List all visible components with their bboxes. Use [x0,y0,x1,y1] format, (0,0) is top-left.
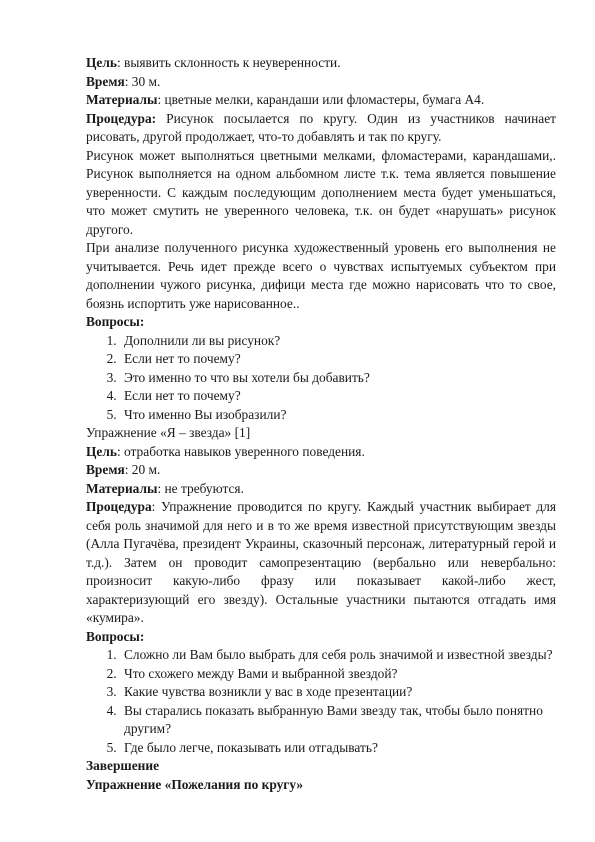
questions-heading-1: Вопросы: [86,314,145,329]
list-item: 1. Дополнили ли вы рисунок? [120,332,556,351]
list-item: 4. Если нет то почему? [120,387,556,406]
time-text: : 20 м. [124,462,161,477]
goal-text: : отработка навыков уверенного поведения. [116,443,365,459]
list-item: 4. Вы старались показать выбранную Вами звезду так, чтобы было понятно другим? [120,702,556,739]
list-item: 2. Что схожего между Вами и выбранной звездой? [120,665,556,684]
time-label: Время [86,462,125,477]
goal-label: Цель [86,55,117,70]
time-line-1 [86,73,556,92]
procedure-text: Рисунок посылается по кругу. Один из участников начинает рисовать, другой продолжает, что-то добавлять и так по кругу. [86,110,556,144]
list-item: 5. Что именно Вы изобразили? [120,406,556,425]
list-item: 1. Сложно ли Вам было выбрать для себя роль значимой и известной звезды? [120,646,556,665]
procedure-label: Процедура: [86,110,157,126]
materials-text: : не требуются. [157,480,244,496]
questions-heading-2: Вопросы: [86,628,145,644]
procedure-para-2 [86,498,556,628]
list-item: 3. Какие чувства возникли у вас в ходе презентации? [120,683,556,702]
materials-label: Материалы [86,480,158,496]
list-item: 5. Где было легче, показывать или отгадывать? [120,739,556,758]
questions-list-1 [86,332,556,425]
materials-text: : цветные мелки, карандаши или фломастеры, бумага А4. [157,92,485,107]
time-line-2 [86,461,556,480]
materials-line-2 [86,480,556,499]
materials-line-1 [86,91,556,110]
closing-exercise: Упражнение «Пожелания по кругу» [86,776,304,792]
goal-line-1 [86,54,556,73]
paragraph-drawing: Рисунок может выполняться цветными мелками, фломастерами, карандашами,. Рисунок выполняется на одном альбомном листе т.к. тема является повышение уверенности. С каждым последующим дополнением места будет уменьшаться, что может смутить не уверенного человека, т.к. он будет «нарушать» рисунок другого. [86,147,556,237]
goal-label: Цель [86,443,117,459]
materials-label: Материалы [86,92,158,107]
exercise-title-star: Упражнение «Я – звезда» [1] [86,425,251,440]
time-label: Время [86,73,125,89]
procedure-para-1 [86,110,556,147]
closing-heading: Завершение [86,758,160,773]
time-text: : 30 м. [124,73,161,89]
procedure-label: Процедура [86,499,152,514]
list-item: 2. Если нет то почему? [120,350,556,369]
goal-text: : выявить склонность к неуверенности. [116,55,341,70]
procedure-text: : Упражнение проводится по кругу. Каждый участник выбирает для себя роль значимой для него и в то же время известной присутствующим звезды (Алла Пугачёва, президент Украины, сказочный персонаж, литературный герой и т.д.). Затем он проводит самопрезентацию (вербально или невербально: произносит какую-либо фразу или показывает какой-либо жест, характеризующий его звезду). Остальные участники пытаются отгадать имя «кумира». [86,499,556,625]
goal-line-2 [86,443,556,462]
document-page [86,54,556,794]
questions-list-2 [86,646,556,757]
list-item: 3. Это именно то что вы хотели бы добавить? [120,369,556,388]
paragraph-analysis: При анализе полученного рисунка художественный уровень его выполнения не учитывается. Речь идет прежде всего о чувствах испытуемых субъектом при дополнении чужого рисунка, дифици места где можно нарисовать что то свое, боязнь испортить уже нарисованное.. [86,240,556,311]
